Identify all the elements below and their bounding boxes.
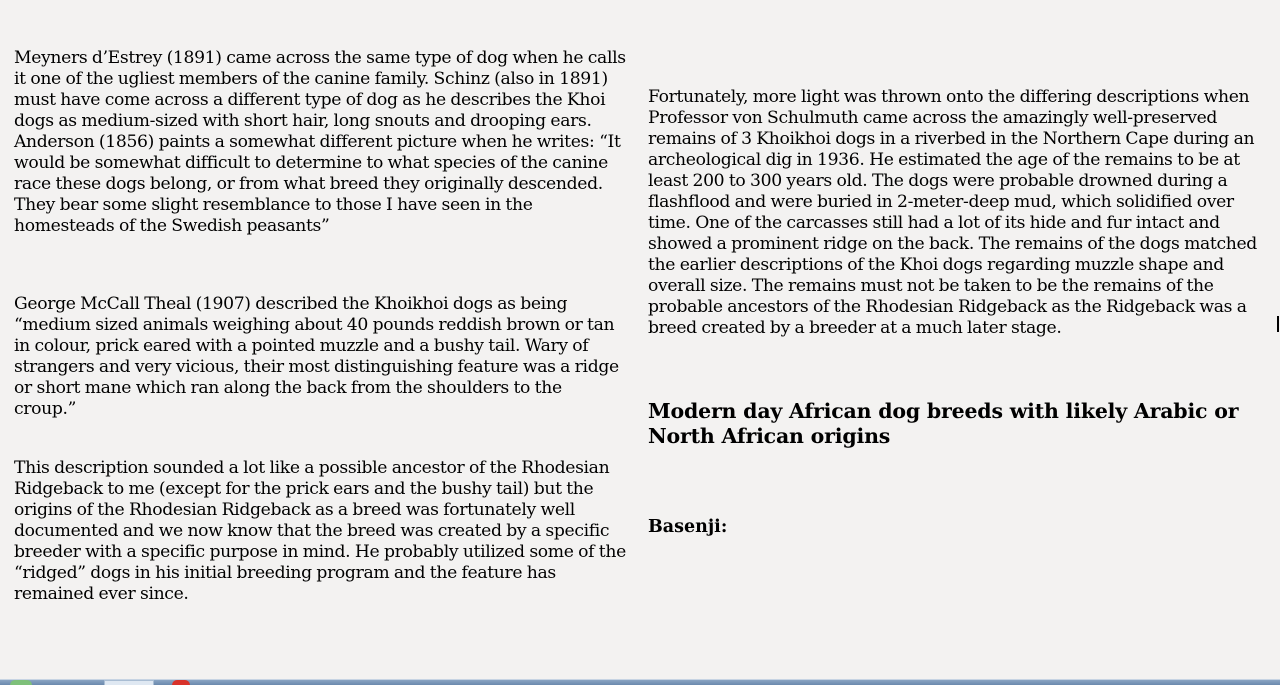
subheading-basenji: Basenji: <box>648 517 728 537</box>
taskbar-app-button[interactable] <box>104 680 154 685</box>
paragraph-meyners-destrey: Meyners d’Estrey (1891) came across the same type of dog when he calls it one of the ugliest members of the canine family. Schinz (also in 1891) must have come across a different type of dog as he describes the Khoi dogs as medium-sized with short hair, long snouts and drooping ears. Anderson (1856) paints a somewhat different picture when he writes: “It would be somewhat difficult to determine to what species of the canine race these dogs belong, or from what breed they originally descended. They bear some slight resemblance to those I have seen in the homesteads of the Swedish peasants” <box>14 48 626 236</box>
taskbar-app-icon[interactable] <box>172 680 190 685</box>
paragraph-von-schulmuth: Fortunately, more light was thrown onto the differing descriptions when Professor von Schulmuth came across the amazingly well-preserved remains of 3 Khoikhoi dogs in a riverbed in the Northern Cape during an archeological dig in 1936. He estimated the age of the remains to be at least 200 to 300 years old. The dogs were probable drowned during a flashflood and were buried in 2-meter-deep mud, which solidified over time. One of the carcasses still had a lot of its hide and fur intact and showed a prominent ridge on the back. The remains of the dogs matched the earlier descriptions of the Khoi dogs regarding muzzle shape and overall size. The remains must not be taken to be the remains of the probable ancestors of the Rhodesian Ridgeback as the Ridgeback was a breed created by a breeder at a much later stage. <box>648 87 1257 338</box>
section-heading-modern-breeds: Modern day African dog breeds with likely Arabic or North African origins <box>648 399 1239 448</box>
start-button[interactable] <box>10 680 32 685</box>
text-cursor <box>1277 316 1279 332</box>
paragraph-george-mccall-theal: George McCall Theal (1907) described the Khoikhoi dogs as being “medium sized animals weighing about 40 pounds reddish brown or tan in colour, prick eared with a pointed muzzle and a bushy tail. Wary of strangers and very vicious, their most distinguishing feature was a ridge or short mane which ran along the back from the shoulders to the croup.” <box>14 294 619 419</box>
taskbar[interactable] <box>0 679 1280 685</box>
paragraph-possible-ancestor: This description sounded a lot like a possible ancestor of the Rhodesian Ridgeback to me (except for the prick ears and the bushy tail) but the origins of the Rhodesian Ridgeback as a breed was fortunately well documented and we now know that the breed was created by a specific breeder with a specific purpose in mind. He probably utilized some of the “ridged” dogs in his initial breeding program and the feature has remained ever since. <box>14 458 626 604</box>
